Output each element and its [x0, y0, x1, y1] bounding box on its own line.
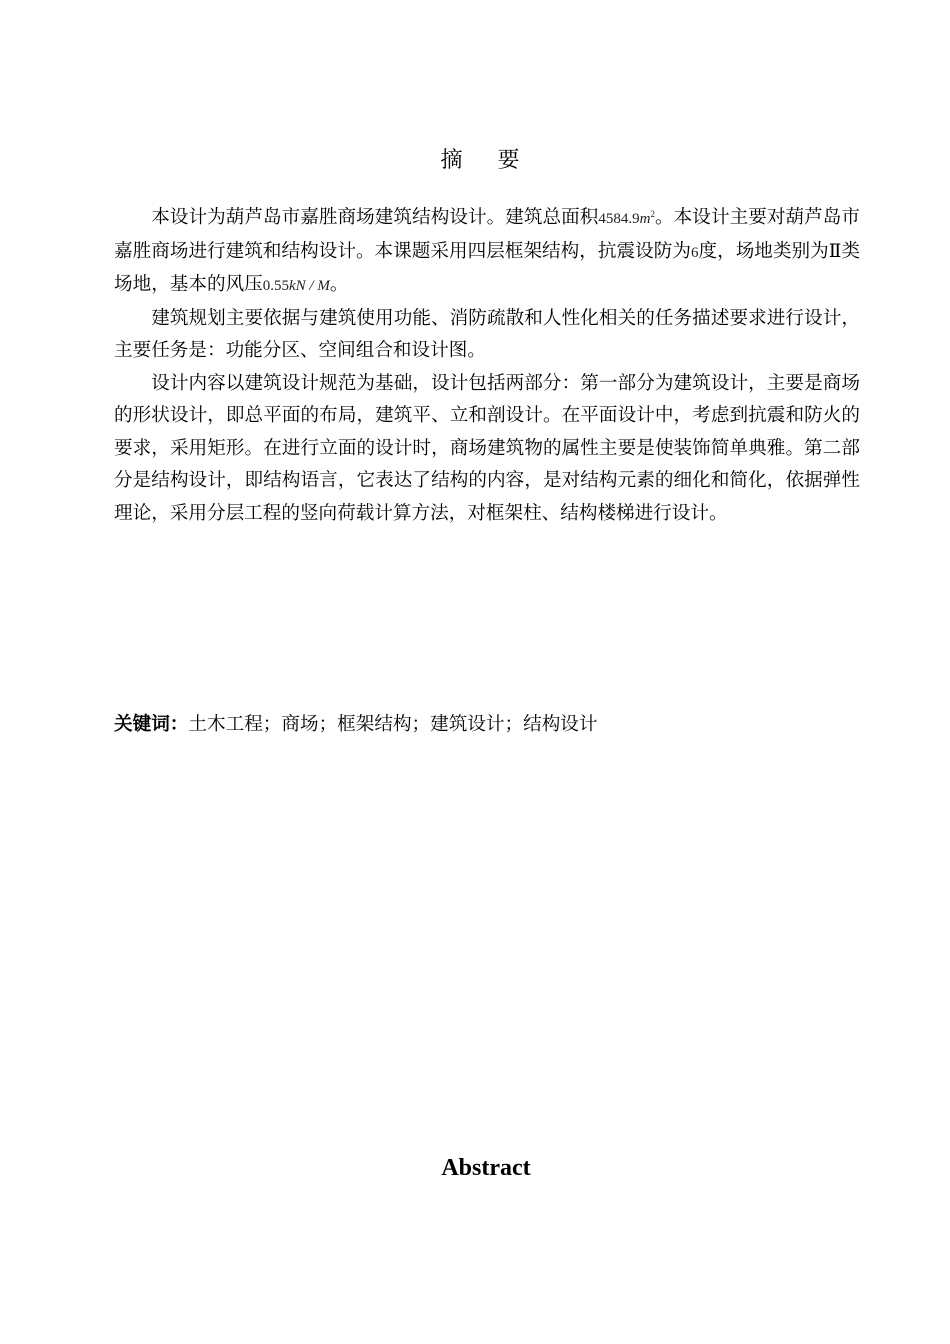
- p1-text-b: 。本设计主要对葫芦岛市嘉胜商场进行建筑和结构设计。本课题采用四层框架结构，抗震设防为: [114, 207, 860, 262]
- wind-pressure-value: 0.55: [262, 278, 290, 294]
- total-area-formula: [598, 211, 655, 227]
- abstract-paragraph-1: [114, 198, 860, 303]
- p1-text-d: 。: [329, 274, 349, 295]
- keywords-separator: ：: [169, 714, 189, 735]
- total-area-unit: m: [639, 211, 651, 227]
- keywords-text: 土木工程；商场；框架结构；建筑设计；结构设计: [188, 714, 598, 735]
- abstract-title-en: Abstract: [441, 1155, 531, 1181]
- abstract-paragraph-2: 建筑规划主要依据与建筑使用功能、消防疏散和人性化相关的任务描述要求进行设计，主要任务是：功能分区、空间组合和设计图。: [114, 307, 860, 361]
- abstract-paragraph-3: 设计内容以建筑设计规范为基础，设计包括两部分：第一部分为建筑设计，主要是商场的形状设计，即总平面的布局，建筑平、立和剖设计。在平面设计中，考虑到抗震和防火的要求，采用矩形。在进行立面的设计时，商场建筑物的属性主要是使装饰简单典雅。第二部分是结构设计，即结构语言，它表达了结构的内容，是对结构元素的细化和简化，依据弹性理论，采用分层工程的竖向荷载计算方法，对框架柱、结构楼梯进行设计。: [114, 372, 860, 524]
- total-area-exponent: 2: [650, 209, 655, 219]
- keywords-line: [114, 709, 597, 741]
- p1-text-a: 本设计为葫芦岛市嘉胜商场建筑结构设计。建筑总面积: [151, 207, 599, 228]
- wind-pressure-formula: [263, 278, 330, 294]
- keywords-label: 关键词: [114, 714, 170, 735]
- wind-pressure-unit: kN / M: [289, 278, 330, 294]
- seismic-degree: 6: [690, 244, 699, 261]
- abstract-title-cn: 摘 要: [440, 148, 534, 173]
- abstract-body: [114, 198, 860, 530]
- total-area-value: 4584.9: [598, 211, 640, 227]
- p1-text-c: 度，场地类别为Ⅱ类场地，基本的风压: [114, 240, 860, 295]
